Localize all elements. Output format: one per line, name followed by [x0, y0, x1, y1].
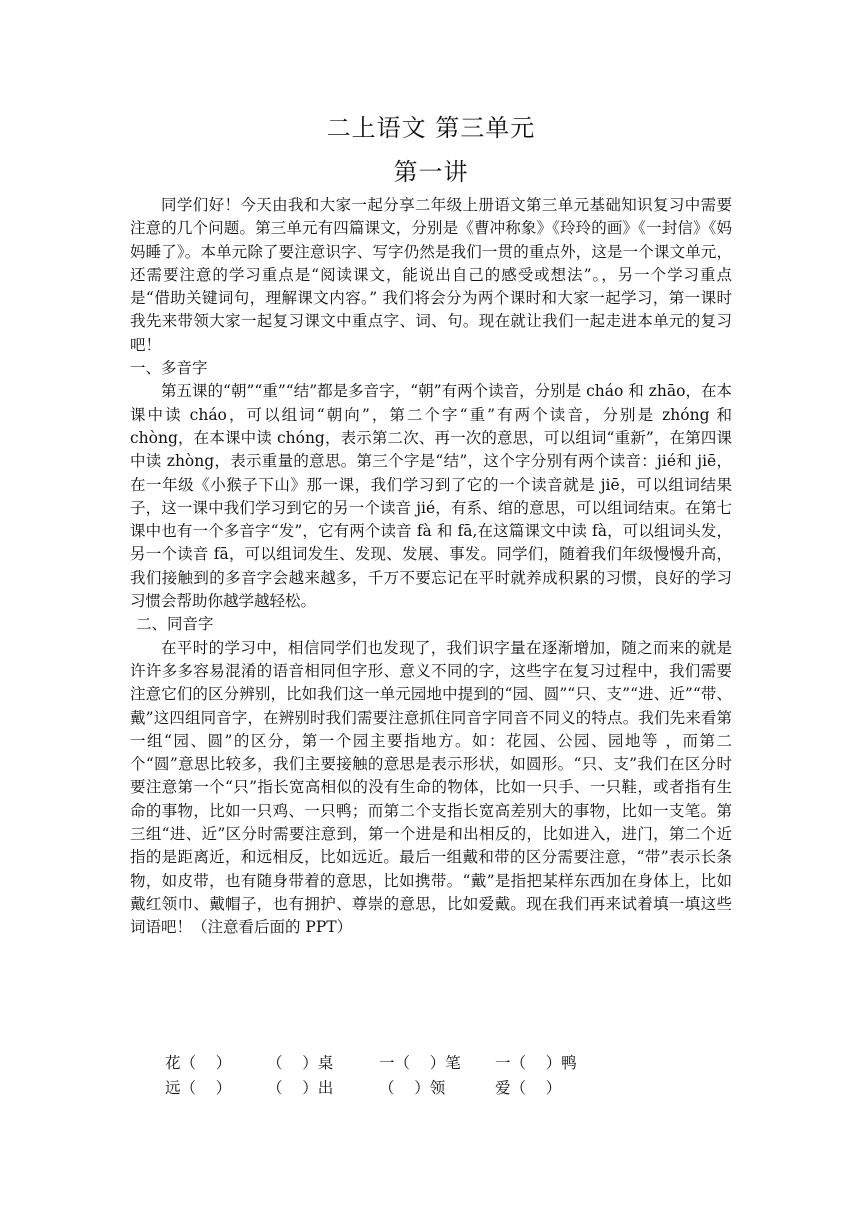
section-heading-polyphones: 一、多音字	[130, 359, 208, 378]
document-body	[130, 194, 732, 940]
section-heading-homophones: 二、同音字	[136, 615, 214, 634]
exercise-row-2	[165, 1077, 725, 1100]
lecture-subtitle: 第一讲	[393, 158, 469, 186]
exercise-row-1	[165, 1052, 725, 1075]
polyphones-paragraph: 第五课的“朝”“重”“结”都是多音字，“朝”有两个读音，分别是 cháo 和 zhāo，在本课中读 cháo，可以组词“朝向”，第二个字“重”有两个读音，分别是 zhóng 和 chòng，在本课中读 chóng，表示第二次、再一次的意思，可以组词“重新”，在第四课中读 zhòng，表示重量的意思。第三个字是“结”，这个字分别有两个读音：jié和 jiē，在一年级《小猴子下山》那一课，我们学习到了它的一个读音就是 jiē，可以组词结果子，这一课中我们学习到它的另一个读音 jié，有系、绾的意思，可以组词结束。在第七课中也有一个多音字“发”，它有两个读音 fà 和 fā,在这篇课文中读 fà，可以组词头发，另一个读音 fā，可以组词发生、发现、发展、事发。同学们，随着我们年级慢慢升高，我们接触到的多音字会越来越多，千万不要忘记在平时就养成积累的习惯，良好的学习习惯会帮助你越学越轻松。	[130, 382, 732, 611]
exercise-blank: （ ）出	[267, 1079, 334, 1097]
document-title: 二上语文 第三单元	[326, 114, 536, 142]
exercise-blank: （ ）桌	[267, 1054, 334, 1072]
exercise-blank: 花（ ）	[165, 1054, 232, 1072]
exercise-blank: 远（ ）	[165, 1079, 232, 1097]
exercise-blank: 一（ ）鸭	[495, 1054, 577, 1072]
homophones-paragraph: 在平时的学习中，相信同学们也发现了，我们识字量在逐渐增加，随之而来的就是许许多多容易混淆的语音相同但字形、意义不同的字，这些字在复习过程中，我们需要注意它们的区分辨别，比如我们这一单元园地中提到的“园、圆”“只、支”“进、近”“带、戴”这四组同音字，在辨别时我们需要注意抓住同音字同音不同义的特点。我们先来看第一组“园、圆”的区分，第一个园主要指地方。如：花园、公园、园地等 ，而第二个“圆”意思比较多，我们主要接触的意思是表示形状，如圆形。“只、支”我们在区分时要注意第一个“只”指长宽高相似的没有生命的物体，比如一只手、一只鞋，或者指有生命的事物，比如一只鸡、一只鸭；而第二个支指长宽高差别大的事物，比如一支笔。第三组“进、近”区分时需要注意到，第一个进是和出相反的，比如进入，进门，第二个近指的是距离近，和远相反，比如远近。最后一组戴和带的区分需要注意，“带”表示长条物，如皮带，也有随身带着的意思，比如携带。“戴”是指把某样东西加在身体上，比如戴红领巾、戴帽子，也有拥护、尊崇的意思，比如爱戴。现在我们再来试着填一填这些词语吧！（注意看后面的 PPT）	[130, 638, 732, 937]
exercise-blank: 爱（ ）	[495, 1079, 562, 1097]
exercise-blank: （ ）领	[379, 1079, 446, 1097]
exercise-blank: 一（ ）笔	[379, 1054, 461, 1072]
intro-paragraph: 同学们好！今天由我和大家一起分享二年级上册语文第三单元基础知识复习中需要注意的几个问题。第三单元有四篇课文，分别是《曹冲称象》《玲玲的画》《一封信》《妈妈睡了》。本单元除了要注意识字、写字仍然是我们一贯的重点外，这是一个课文单元，还需要注意的学习重点是“阅读课文，能说出自己的感受或想法”。，另一个学习重点是“借助关键词句，理解课文内容。” 我们将会分为两个课时和大家一起学习，第一课时我先来带领大家一起复习课文中重点字、词、句。现在就让我们一起走进本单元的复习吧！	[130, 196, 732, 354]
